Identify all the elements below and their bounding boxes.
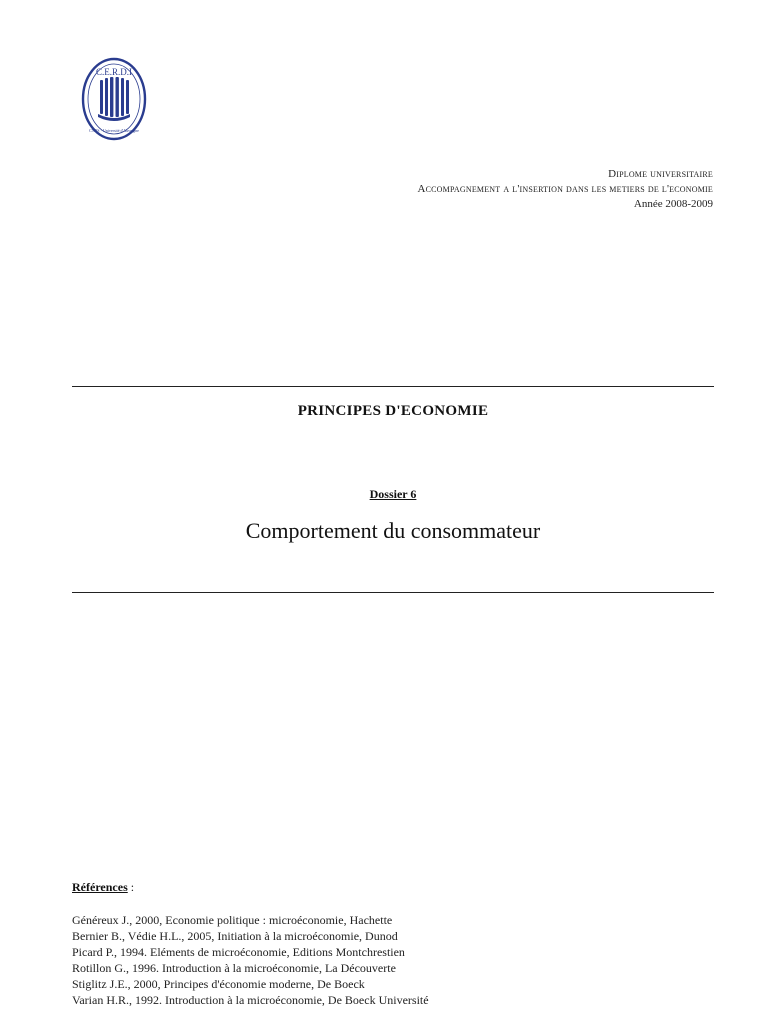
logo-text: C.E.R.D.I — [96, 67, 132, 77]
references-colon: : — [127, 880, 135, 894]
top-divider — [72, 386, 714, 387]
reference-item: Picard P., 1994. Eléments de microéconomie, Editions Montchrestien — [72, 945, 405, 959]
program-name: Accompagnement a l'insertion dans les metiers de l'economie — [417, 183, 713, 195]
cerdi-logo — [80, 56, 148, 142]
course-title: PRINCIPES D'ECONOMIE — [297, 403, 489, 419]
references-heading — [72, 880, 134, 895]
reference-item: Stiglitz J.E., 2000, Principes d'économie moderne, De Boeck — [72, 977, 365, 991]
document-title: Comportement du consommateur — [245, 518, 541, 543]
dossier-number: Dossier 6 — [369, 487, 417, 501]
reference-item: Généreux J., 2000, Economie politique : microéconomie, Hachette — [72, 913, 393, 927]
references-list — [72, 912, 429, 1008]
bottom-divider — [72, 592, 714, 593]
program-header — [153, 167, 713, 212]
academic-year: Année 2008-2009 — [633, 198, 713, 210]
diploma-line: Diplome universitaire — [608, 168, 713, 180]
reference-item: Rotillon G., 1996. Introduction à la microéconomie, La Découverte — [72, 961, 396, 975]
reference-item: Bernier B., Védie H.L., 2005, Initiation à la microéconomie, Dunod — [72, 929, 398, 943]
cerdi-seal-icon — [80, 56, 148, 142]
reference-item: Varian H.R., 1992. Introduction à la microéconomie, De Boeck Université — [72, 993, 429, 1007]
logo-subtext: CNRS · Université d'Auvergne — [89, 128, 139, 133]
references-label: Références — [72, 880, 128, 894]
